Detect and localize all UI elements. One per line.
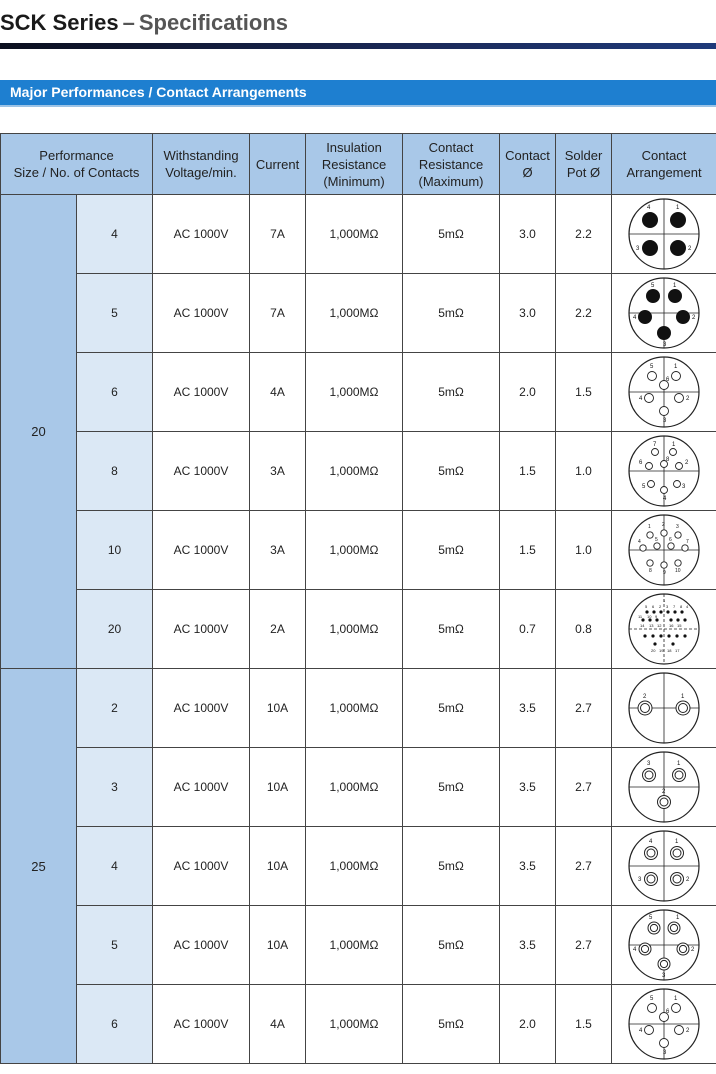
solder-pot-cell: 0.8 xyxy=(556,590,612,669)
contacts-cell: 6 xyxy=(77,353,153,432)
header-contact-dia-l1: Contact xyxy=(505,148,550,163)
svg-text:4: 4 xyxy=(639,1028,643,1034)
svg-text:1: 1 xyxy=(648,524,651,530)
solder-pot-cell: 2.2 xyxy=(556,195,612,274)
svg-text:2: 2 xyxy=(685,460,689,466)
current-cell: 10A xyxy=(250,906,306,985)
contact-dia-cell: 2.0 xyxy=(500,985,556,1064)
svg-text:5: 5 xyxy=(650,364,654,370)
svg-text:1: 1 xyxy=(674,364,678,370)
contact-dia-cell: 1.5 xyxy=(500,511,556,590)
header-insulation-l2: Resistance xyxy=(321,156,387,172)
arrangement-25-6-diagram xyxy=(625,987,703,1061)
insulation-cell: 1,000MΩ xyxy=(306,353,403,432)
svg-text:16: 16 xyxy=(669,623,674,628)
insulation-cell: 1,000MΩ xyxy=(306,195,403,274)
svg-text:7: 7 xyxy=(653,442,657,448)
size-cell: 20 xyxy=(1,195,77,669)
arrangement-cell xyxy=(612,432,716,511)
header-contact-res-l1: Contact xyxy=(428,139,474,155)
current-cell: 4A xyxy=(250,985,306,1064)
current-cell: 3A xyxy=(250,511,306,590)
arrangement-25-3-diagram xyxy=(625,750,703,824)
svg-text:20: 20 xyxy=(651,648,656,653)
resistance-cell: 5mΩ xyxy=(403,432,500,511)
voltage-cell: AC 1000V xyxy=(153,827,250,906)
resistance-cell: 5mΩ xyxy=(403,669,500,748)
voltage-cell: AC 1000V xyxy=(153,906,250,985)
arrangement-25-4-diagram xyxy=(625,829,703,903)
header-contact-res-l2: Resistance xyxy=(418,156,484,172)
arrangement-cell xyxy=(612,827,716,906)
svg-text:4: 4 xyxy=(647,205,651,211)
svg-text:3: 3 xyxy=(636,246,640,252)
arrangement-20-6-diagram xyxy=(625,355,703,429)
svg-text:3: 3 xyxy=(676,524,679,530)
svg-text:4: 4 xyxy=(638,539,641,545)
header-performance-l2: Size / No. of Contacts xyxy=(13,165,140,180)
contacts-cell: 3 xyxy=(77,748,153,827)
table-row xyxy=(1,353,716,432)
resistance-cell: 5mΩ xyxy=(403,590,500,669)
current-cell: 4A xyxy=(250,353,306,432)
header-withstanding-l2: Voltage/min. xyxy=(165,165,237,180)
svg-text:2: 2 xyxy=(686,396,690,402)
solder-pot-cell: 1.5 xyxy=(556,353,612,432)
svg-text:3: 3 xyxy=(663,418,667,424)
contacts-cell: 5 xyxy=(77,274,153,353)
svg-text:1: 1 xyxy=(674,996,678,1002)
header-contact-diameter xyxy=(500,134,556,195)
svg-text:2: 2 xyxy=(686,1028,690,1034)
banner-underline xyxy=(0,105,716,107)
svg-text:1: 1 xyxy=(675,839,679,845)
header-contact-res-l3: (Maximum) xyxy=(418,173,484,189)
contacts-cell: 6 xyxy=(77,985,153,1064)
header-insulation-l3: (Minimum) xyxy=(323,173,385,189)
arrangement-cell xyxy=(612,748,716,827)
svg-text:2: 2 xyxy=(688,246,692,252)
table-row xyxy=(1,669,716,748)
svg-text:4: 4 xyxy=(639,396,643,402)
voltage-cell: AC 1000V xyxy=(153,353,250,432)
svg-text:3: 3 xyxy=(647,761,651,767)
solder-pot-cell: 1.0 xyxy=(556,432,612,511)
title-subtitle: Specifications xyxy=(138,10,289,35)
insulation-cell: 1,000MΩ xyxy=(306,906,403,985)
arrangement-20-8-diagram xyxy=(625,434,703,508)
voltage-cell: AC 1000V xyxy=(153,590,250,669)
header-arrangement-l1: Contact xyxy=(641,148,687,163)
svg-text:7: 7 xyxy=(673,604,676,609)
table-row xyxy=(1,985,716,1064)
contact-dia-cell: 3.5 xyxy=(500,906,556,985)
arrangement-20-20-diagram xyxy=(625,592,703,666)
solder-pot-cell: 2.7 xyxy=(556,748,612,827)
svg-text:1: 1 xyxy=(673,283,677,289)
header-arrangement xyxy=(612,134,716,195)
svg-text:8: 8 xyxy=(680,604,683,609)
insulation-cell: 1,000MΩ xyxy=(306,669,403,748)
svg-text:2: 2 xyxy=(643,694,647,700)
svg-text:15: 15 xyxy=(677,623,682,628)
svg-text:1: 1 xyxy=(672,442,676,448)
section-banner: Major Performances / Contact Arrangements xyxy=(0,80,716,105)
svg-text:11: 11 xyxy=(638,614,643,619)
voltage-cell: AC 1000V xyxy=(153,669,250,748)
header-solder-pot xyxy=(556,134,612,195)
resistance-cell: 5mΩ xyxy=(403,511,500,590)
contact-dia-cell: 3.5 xyxy=(500,669,556,748)
contacts-cell: 2 xyxy=(77,669,153,748)
current-cell: 10A xyxy=(250,827,306,906)
svg-text:1: 1 xyxy=(676,915,680,921)
table-row xyxy=(1,195,716,274)
contact-dia-cell: 3.5 xyxy=(500,748,556,827)
arrangement-cell xyxy=(612,985,716,1064)
header-withstanding xyxy=(153,134,250,195)
header-current xyxy=(250,134,306,195)
svg-text:7: 7 xyxy=(686,539,689,545)
insulation-cell: 1,000MΩ xyxy=(306,748,403,827)
current-cell: 10A xyxy=(250,669,306,748)
svg-text:19: 19 xyxy=(659,648,664,653)
svg-text:8: 8 xyxy=(666,457,670,463)
contact-dia-cell: 1.5 xyxy=(500,432,556,511)
svg-text:5: 5 xyxy=(642,484,646,490)
voltage-cell: AC 1000V xyxy=(153,511,250,590)
arrangement-20-4-diagram xyxy=(625,197,703,271)
svg-text:2: 2 xyxy=(691,947,695,953)
current-cell: 2A xyxy=(250,590,306,669)
table-row xyxy=(1,511,716,590)
svg-text:17: 17 xyxy=(675,648,680,653)
page-title xyxy=(0,8,288,38)
header-insulation xyxy=(306,134,403,195)
svg-text:5: 5 xyxy=(649,915,653,921)
header-arrangement-l2: Arrangement xyxy=(626,165,702,180)
solder-pot-cell: 1.5 xyxy=(556,985,612,1064)
svg-text:4: 4 xyxy=(633,947,637,953)
contacts-cell: 4 xyxy=(77,195,153,274)
resistance-cell: 5mΩ xyxy=(403,827,500,906)
header-solder-l1: Solder xyxy=(564,148,603,163)
svg-text:18: 18 xyxy=(667,648,672,653)
svg-text:3: 3 xyxy=(638,877,642,883)
svg-text:5: 5 xyxy=(651,283,655,289)
svg-text:2: 2 xyxy=(686,877,690,883)
table-row xyxy=(1,827,716,906)
arrangement-cell xyxy=(612,590,716,669)
table-row xyxy=(1,274,716,353)
contact-dia-cell: 0.7 xyxy=(500,590,556,669)
svg-text:8: 8 xyxy=(649,568,652,574)
current-cell: 7A xyxy=(250,274,306,353)
svg-text:6: 6 xyxy=(666,1009,670,1015)
title-dash: – xyxy=(122,10,135,35)
svg-text:5: 5 xyxy=(655,537,658,543)
header-row xyxy=(1,134,716,195)
svg-text:6: 6 xyxy=(669,537,672,543)
current-cell: 7A xyxy=(250,195,306,274)
solder-pot-cell: 1.0 xyxy=(556,511,612,590)
svg-text:6: 6 xyxy=(639,460,643,466)
svg-text:4: 4 xyxy=(686,604,689,609)
header-contact-resistance xyxy=(403,134,500,195)
resistance-cell: 5mΩ xyxy=(403,906,500,985)
arrangement-25-2-diagram xyxy=(625,671,703,745)
title-rule xyxy=(0,43,716,49)
insulation-cell: 1,000MΩ xyxy=(306,511,403,590)
resistance-cell: 5mΩ xyxy=(403,274,500,353)
header-withstanding-l1: Withstanding xyxy=(163,148,239,163)
header-performance-l1: Performance xyxy=(39,148,114,163)
voltage-cell: AC 1000V xyxy=(153,195,250,274)
insulation-cell: 1,000MΩ xyxy=(306,274,403,353)
svg-text:4: 4 xyxy=(663,496,667,502)
svg-text:9: 9 xyxy=(663,570,666,576)
svg-text:10: 10 xyxy=(675,568,681,574)
arrangement-25-5-diagram xyxy=(625,908,703,982)
header-insulation-l1: Insulation xyxy=(326,139,382,155)
contact-dia-cell: 2.0 xyxy=(500,353,556,432)
svg-text:1: 1 xyxy=(677,761,681,767)
resistance-cell: 5mΩ xyxy=(403,748,500,827)
arrangement-cell xyxy=(612,511,716,590)
svg-text:2: 2 xyxy=(659,604,662,609)
contacts-cell: 10 xyxy=(77,511,153,590)
svg-text:1: 1 xyxy=(681,694,685,700)
arrangement-cell xyxy=(612,906,716,985)
svg-text:2: 2 xyxy=(662,789,666,795)
size-cell: 25 xyxy=(1,669,77,1064)
voltage-cell: AC 1000V xyxy=(153,274,250,353)
voltage-cell: AC 1000V xyxy=(153,748,250,827)
current-cell: 10A xyxy=(250,748,306,827)
current-cell: 3A xyxy=(250,432,306,511)
insulation-cell: 1,000MΩ xyxy=(306,590,403,669)
insulation-cell: 1,000MΩ xyxy=(306,432,403,511)
contacts-cell: 4 xyxy=(77,827,153,906)
resistance-cell: 5mΩ xyxy=(403,985,500,1064)
header-current-l1: Current xyxy=(255,156,300,172)
svg-text:3: 3 xyxy=(682,484,686,490)
arrangement-20-5-diagram xyxy=(625,276,703,350)
table-row xyxy=(1,906,716,985)
svg-text:6: 6 xyxy=(652,604,655,609)
svg-text:13: 13 xyxy=(649,623,654,628)
contacts-cell: 5 xyxy=(77,906,153,985)
svg-text:14: 14 xyxy=(640,623,645,628)
solder-pot-cell: 2.7 xyxy=(556,669,612,748)
svg-text:1: 1 xyxy=(676,205,680,211)
insulation-cell: 1,000MΩ xyxy=(306,985,403,1064)
header-solder-l2: Pot Ø xyxy=(566,165,601,180)
arrangement-cell xyxy=(612,274,716,353)
svg-text:3: 3 xyxy=(666,604,669,609)
solder-pot-cell: 2.7 xyxy=(556,906,612,985)
svg-text:4: 4 xyxy=(633,315,637,321)
contact-dia-cell: 3.0 xyxy=(500,195,556,274)
series-name: SCK Series xyxy=(0,10,119,35)
insulation-cell: 1,000MΩ xyxy=(306,827,403,906)
svg-text:12: 12 xyxy=(657,623,662,628)
resistance-cell: 5mΩ xyxy=(403,353,500,432)
solder-pot-cell: 2.2 xyxy=(556,274,612,353)
svg-text:4: 4 xyxy=(649,839,653,845)
contacts-cell: 20 xyxy=(77,590,153,669)
svg-text:1: 1 xyxy=(663,598,666,603)
svg-text:10: 10 xyxy=(647,614,652,619)
solder-pot-cell: 2.7 xyxy=(556,827,612,906)
table-row xyxy=(1,432,716,511)
header-performance xyxy=(1,134,153,195)
arrangement-cell xyxy=(612,195,716,274)
voltage-cell: AC 1000V xyxy=(153,432,250,511)
voltage-cell: AC 1000V xyxy=(153,985,250,1064)
svg-text:3: 3 xyxy=(662,973,666,979)
svg-text:3: 3 xyxy=(663,1050,667,1056)
arrangement-cell xyxy=(612,353,716,432)
table-row xyxy=(1,748,716,827)
spec-table xyxy=(0,133,716,1064)
resistance-cell: 5mΩ xyxy=(403,195,500,274)
table-row xyxy=(1,590,716,669)
arrangement-20-10-diagram xyxy=(625,513,703,587)
contacts-cell: 8 xyxy=(77,432,153,511)
svg-text:2: 2 xyxy=(662,522,665,528)
svg-text:2: 2 xyxy=(692,315,696,321)
header-contact-dia-l2: Ø xyxy=(522,165,533,180)
svg-text:5: 5 xyxy=(650,996,654,1002)
svg-text:6: 6 xyxy=(666,377,670,383)
contact-dia-cell: 3.5 xyxy=(500,827,556,906)
contact-dia-cell: 3.0 xyxy=(500,274,556,353)
svg-text:9: 9 xyxy=(655,614,658,619)
arrangement-cell xyxy=(612,669,716,748)
svg-text:5: 5 xyxy=(645,604,648,609)
svg-text:3: 3 xyxy=(663,342,667,348)
